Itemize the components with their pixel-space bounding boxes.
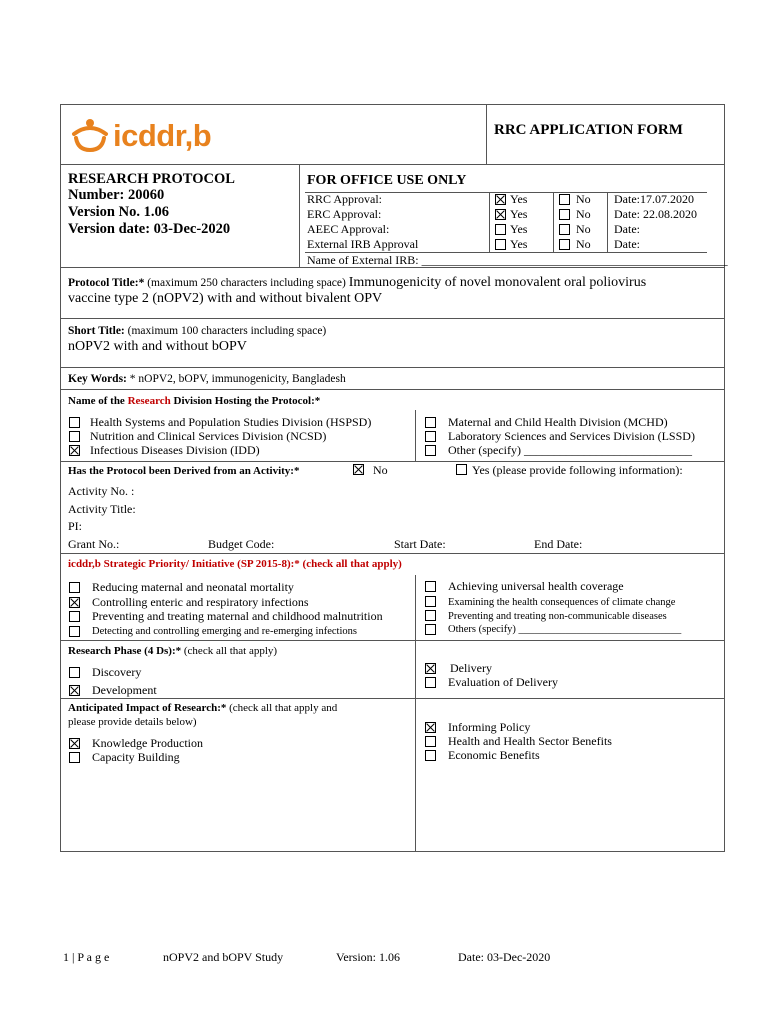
protocol-title-value: Immunogenicity of novel monovalent oral poliovirus [348,275,647,290]
divider [60,553,724,554]
protocol-title-label: Protocol Title:* [68,277,145,289]
phase-discovery-label: Discovery [92,665,142,679]
ncsd-checkbox[interactable] [69,431,80,442]
divider [60,367,724,368]
derived-yes-label: Yes (please provide following information): [472,463,683,477]
phase-development-label: Development [92,683,157,697]
key-words-row [68,373,346,386]
key-words-label: Key Words: [68,373,127,385]
priority-uhc-label: Achieving universal health coverage [448,579,624,593]
logo-text: icddr,b [113,118,212,153]
footer-page-number: 1 | P a g e [63,950,110,964]
derived-no-checkbox[interactable] [353,464,364,475]
protocol-version: Version No. 1.06 [68,204,169,220]
frame-bottom [60,851,724,852]
erc-yes-checkbox[interactable] [495,209,506,220]
hspsd-checkbox[interactable] [69,417,80,428]
idd-label: Infectious Diseases Division (IDD) [90,443,260,457]
divider [60,640,724,641]
divider [60,698,724,699]
impact-capacity-label: Capacity Building [92,750,180,764]
division-heading-a: Name of the [68,395,125,407]
divider [299,164,300,267]
phase-label: Research Phase (4 Ds):* [68,645,182,657]
phase-heading [68,645,277,658]
protocol-version-date: Version date: 03-Dec-2020 [68,221,231,237]
office-row-label: ERC Approval: [307,207,382,221]
no-label: No [576,207,591,221]
divider [415,575,416,640]
impact-capacity-checkbox[interactable] [69,752,80,763]
priority-malnutrition-label: Preventing and treating maternal and childhood malnutrition [92,609,383,623]
footer-study: nOPV2 and bOPV Study [163,950,284,964]
hspsd-label: Health Systems and Population Studies Division (HSPSD) [90,415,372,429]
aeec-no-checkbox[interactable] [559,224,570,235]
office-row-date: Date: [614,222,640,236]
key-words-value: * nOPV2, bOPV, immunogenicity, Bangladesh [129,373,346,385]
office-row-date: Date: [614,237,640,251]
yes-label: Yes [510,192,528,206]
division-heading-red: Research [127,395,171,407]
divider [553,192,554,252]
phase-evaluation-label: Evaluation of Delivery [448,675,558,689]
divider [415,640,416,851]
phase-discovery-checkbox[interactable] [69,667,80,678]
frame-top [60,104,724,105]
short-title-row [68,325,326,338]
divider [415,410,416,461]
priority-ncd-label: Preventing and treating non-communicable diseases [448,611,667,622]
office-row-label: External IRB Approval [307,237,419,251]
priority-enteric-checkbox[interactable] [69,597,80,608]
footer-version: Version: 1.06 [336,950,400,964]
impact-hint-line2: please provide details below) [68,716,197,728]
phase-delivery-label: Delivery [450,661,492,675]
priority-enteric-label: Controlling enteric and respiratory infections [92,595,309,609]
yes-label: Yes [510,237,528,251]
division-heading-b: Division Hosting the Protocol:* [173,395,321,407]
impact-economic-label: Economic Benefits [448,748,540,762]
no-label: No [576,237,591,251]
irb-no-checkbox[interactable] [559,239,570,250]
no-label: No [576,192,591,206]
mchd-checkbox[interactable] [425,417,436,428]
divider [60,318,724,319]
divider [60,164,724,165]
divider [607,192,608,252]
office-use-heading: FOR OFFICE USE ONLY [307,173,467,188]
logo-mark-icon [68,116,112,154]
logo [68,116,112,157]
protocol-number: Number: 20060 [68,187,165,203]
yes-label: Yes [510,207,528,221]
priority-others-checkbox[interactable] [425,624,436,635]
derived-yes-checkbox[interactable] [456,464,467,475]
impact-health-checkbox[interactable] [425,736,436,747]
office-row-label: AEEC Approval: [307,222,390,236]
form-title: RRC APPLICATION FORM [494,122,683,138]
office-row-date: Date:17.07.2020 [614,192,694,206]
divider [489,192,490,252]
lssd-checkbox[interactable] [425,431,436,442]
phase-hint: (check all that apply) [183,645,278,657]
division-heading [68,395,320,408]
protocol-title-row [68,276,646,290]
lssd-label: Laboratory Sciences and Services Division (LSSD) [448,429,695,443]
external-irb-name-field[interactable]: Name of External IRB: ___________________________________________________ [307,253,728,267]
pi-field[interactable]: PI: [68,519,83,533]
priority-heading: icddr,b Strategic Priority/ Initiative (SP 2015-8):* (check all that apply) [68,558,402,570]
divider [60,461,724,462]
phase-development-checkbox[interactable] [69,685,80,696]
impact-knowledge-label: Knowledge Production [92,736,203,750]
impact-economic-checkbox[interactable] [425,750,436,761]
divider [486,104,487,164]
impact-policy-label: Informing Policy [448,720,531,734]
priority-uhc-checkbox[interactable] [425,581,436,592]
irb-yes-checkbox[interactable] [495,239,506,250]
divider [60,267,724,268]
impact-health-label: Health and Health Sector Benefits [448,734,612,748]
mchd-label: Maternal and Child Health Division (MCHD) [448,415,668,429]
protocol-title-value-line2: vaccine type 2 (nOPV2) with and without bivalent OPV [68,291,383,306]
grant-no-field[interactable]: Grant No.: [68,537,120,551]
protocol-title-hint: (maximum 250 characters including space) [147,277,346,289]
budget-code-field[interactable]: Budget Code: [208,537,275,551]
impact-policy-checkbox[interactable] [425,722,436,733]
protocol-heading: RESEARCH PROTOCOL [68,171,235,187]
ncsd-label: Nutrition and Clinical Services Division (NCSD) [90,429,327,443]
derived-no-label: No [373,463,388,477]
priority-maternal-checkbox[interactable] [69,582,80,593]
start-date-field[interactable]: Start Date: [394,537,446,551]
priority-emerging-checkbox[interactable] [69,626,80,637]
aeec-yes-checkbox[interactable] [495,224,506,235]
derived-label: Has the Protocol been Derived from an Activity:* [68,465,300,477]
impact-hint: (check all that apply and [229,702,338,714]
short-title-value: nOPV2 with and without bOPV [68,339,247,354]
priority-climate-label: Examining the health consequences of climate change [448,597,676,608]
priority-others-label: Others (specify) _______________________________ [448,624,682,635]
office-row-label: RRC Approval: [307,192,383,206]
end-date-field[interactable]: End Date: [534,537,583,551]
rrc-yes-checkbox[interactable] [495,194,506,205]
rrc-no-checkbox[interactable] [559,194,570,205]
impact-heading [68,702,337,715]
impact-label: Anticipated Impact of Research:* [68,702,227,714]
other-division-label: Other (specify) ____________________________ [448,443,692,457]
activity-title-field[interactable]: Activity Title: [68,502,136,516]
yes-label: Yes [510,222,528,236]
priority-malnutrition-checkbox[interactable] [69,611,80,622]
short-title-hint: (maximum 100 characters including space) [127,325,327,337]
priority-emerging-label: Detecting and controlling emerging and re-emerging infections [92,626,357,637]
priority-ncd-checkbox[interactable] [425,610,436,621]
priority-climate-checkbox[interactable] [425,596,436,607]
no-label: No [576,222,591,236]
phase-delivery-checkbox[interactable] [425,663,436,674]
divider [60,389,724,390]
priority-maternal-label: Reducing maternal and neonatal mortality [92,580,294,594]
erc-no-checkbox[interactable] [559,209,570,220]
short-title-label: Short Title: [68,325,125,337]
activity-no-field[interactable]: Activity No. : [68,484,135,498]
impact-knowledge-checkbox[interactable] [69,738,80,749]
idd-checkbox[interactable] [69,445,80,456]
other-division-checkbox[interactable] [425,445,436,456]
office-row-date: Date: 22.08.2020 [614,207,697,221]
frame-right [724,104,725,852]
frame-left [60,104,61,852]
phase-evaluation-checkbox[interactable] [425,677,436,688]
footer-date: Date: 03-Dec-2020 [458,950,551,964]
